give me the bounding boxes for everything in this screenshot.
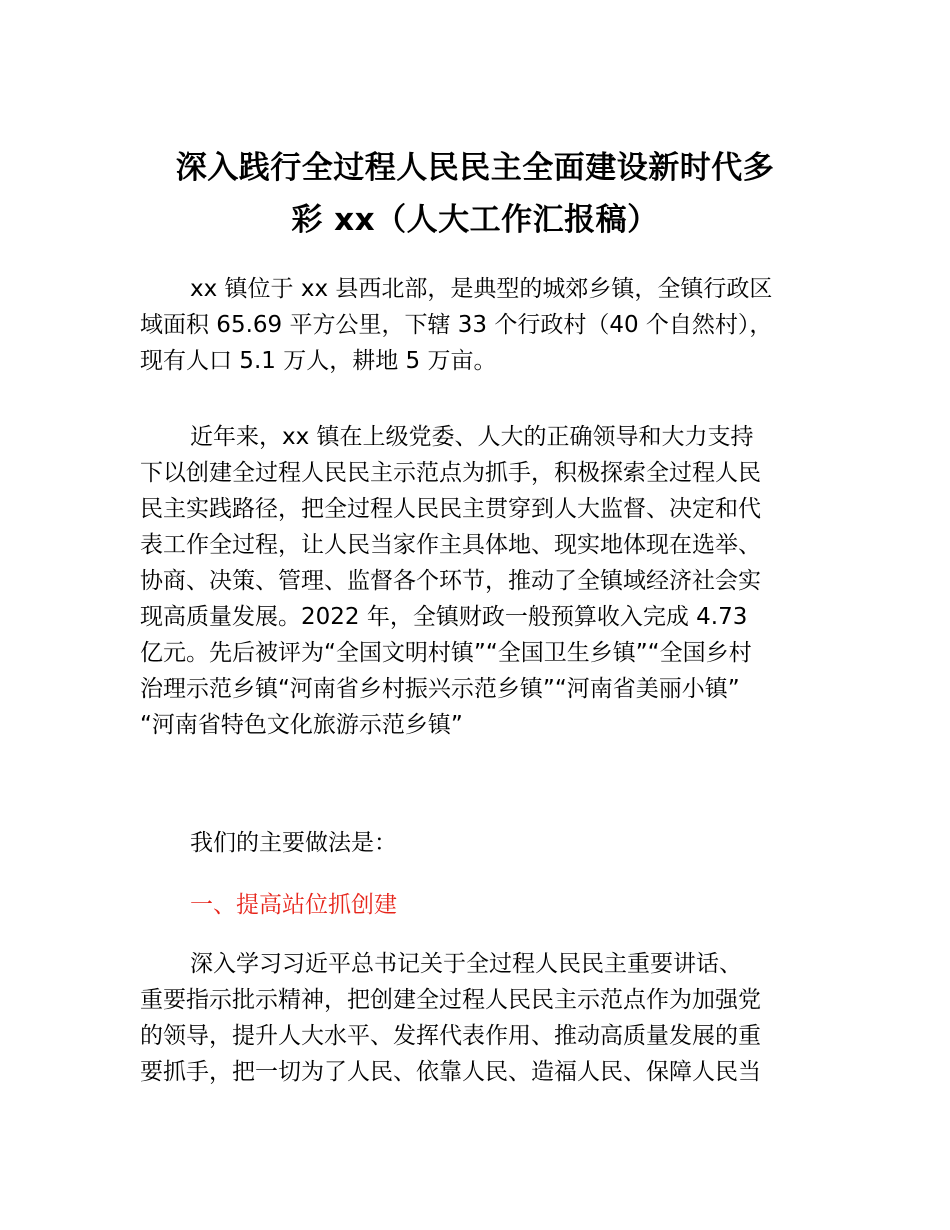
paragraph-line: 域面积 65.69 平方公里，下辖 33 个行政村（40 个自然村）， [140,312,773,338]
section-heading-text: 一、提高站位抓创建 [190,892,397,918]
paragraph-location [140,271,812,379]
paragraph-achievements [140,419,812,743]
paragraph-line: 表工作全过程，让人民当家作主具体地、现实地体现在选举、 [140,532,761,558]
title-line-1: 深入践行全过程人民民主全面建设新时代多 [175,150,775,186]
paragraph-line: 民主实践路径，把全过程人民民主贯穿到人大监督、决定和代 [140,496,761,522]
paragraph-section-1 [140,946,812,1090]
paragraph-line: xx 镇位于 xx 县西北部，是典型的城郊乡镇，全镇行政区 [190,276,773,302]
paragraph-line: 治理示范乡镇“河南省乡村振兴示范乡镇”“河南省美丽小镇” [140,676,740,702]
title-line-2: 彩 xx（人大工作汇报稿） [291,202,659,238]
paragraph-line: 近年来，xx 镇在上级党委、人大的正确领导和大力支持 [190,424,754,450]
paragraph-line: 的领导，提升人大水平、发挥代表作用、推动高质量发展的重 [140,1023,761,1049]
paragraph-line: 现高质量发展。2022 年，全镇财政一般预算收入完成 4.73 [140,604,748,630]
paragraph-line: 我们的主要做法是： [190,830,397,856]
paragraph-line: 亿元。先后被评为“全国文明村镇”“全国卫生乡镇”“全国乡村 [140,640,752,666]
paragraph-intro-methods [140,825,812,861]
paragraph-line: 要抓手，把一切为了人民、依靠人民、造福人民、保障人民当 [140,1059,761,1085]
paragraph-line: 重要指示批示精神，把创建全过程人民民主示范点作为加强党 [140,987,761,1013]
document-title [140,142,810,246]
paragraph-line: 深入学习习近平总书记关于全过程人民民主重要讲话、 [190,951,742,977]
section-heading-1 [140,887,812,923]
paragraph-line: 下以创建全过程人民民主示范点为抓手，积极探索全过程人民 [140,460,761,486]
paragraph-line: 协商、决策、管理、监督各个环节，推动了全镇域经济社会实 [140,568,761,594]
paragraph-line: 现有人口 5.1 万人，耕地 5 万亩。 [140,348,497,374]
paragraph-line: “河南省特色文化旅游示范乡镇” [140,712,463,738]
